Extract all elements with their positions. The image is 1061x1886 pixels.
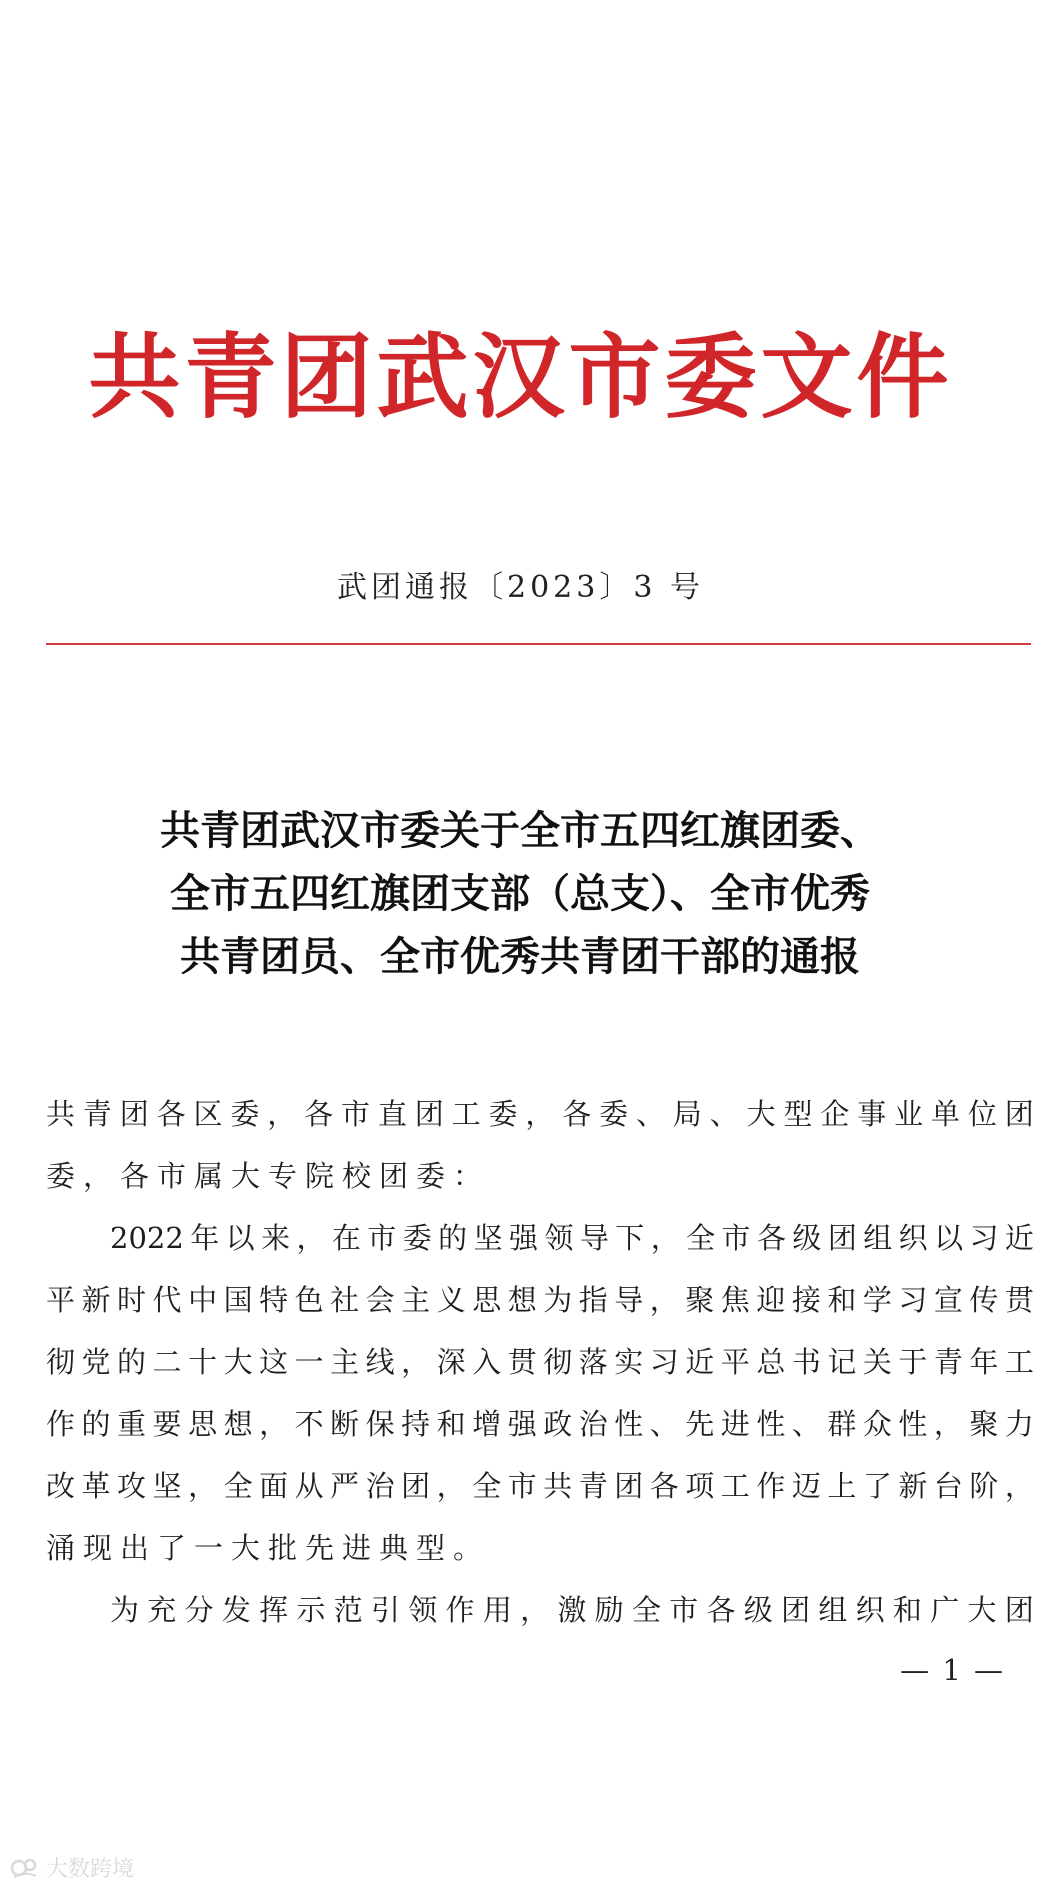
title-line: 共青团员、全市优秀共青团干部的通报 <box>180 934 860 980</box>
watermark-text: 大数跨境 <box>46 1857 135 1882</box>
body-line: 为 充 分 发 挥 示 范 引 领 作 用 ， 激 励 全 市 各 级 团 组 织 和 广 大 团 <box>110 1593 1034 1627</box>
title-line: 全市五四红旗团支部（总支）、全市优秀 <box>170 871 870 917</box>
document-number: 武团通报〔2023〕3 号 <box>337 570 704 605</box>
masthead-title: 共青团武汉市委文件 <box>88 324 953 431</box>
title-line: 共青团武汉市委关于全市五四红旗团委、 <box>160 808 880 854</box>
body-line: 平 新 时 代 中 国 特 色 社 会 主 义 思 想 为 指 导 ， 聚 焦 迎 接 和 学 习 宣 传 贯 <box>46 1283 1034 1317</box>
body-line: 作 的 重 要 思 想 ， 不 断 保 持 和 增 强 政 治 性 、 先 进 性 、 群 众 性 ， 聚 力 <box>46 1407 1034 1441</box>
body-text <box>46 1083 1034 1641</box>
watermark <box>10 1852 134 1883</box>
body-line: 2022 年 以 来 ， 在 市 委 的 坚 强 领 导 下 ， 全 市 各 级 团 组 织 以 习 近 <box>110 1221 1034 1255</box>
body-line: 改 革 攻 坚 ， 全 面 从 严 治 团 ， 全 市 共 青 团 各 项 工 作 迈 上 了 新 台 阶 ， <box>46 1469 1034 1503</box>
notice-title <box>40 800 1000 989</box>
body-line: 彻 党 的 二 十 大 这 一 主 线 ， 深 入 贯 彻 落 实 习 近 平 总 书 记 关 于 青 年 工 <box>46 1345 1034 1379</box>
logo-mark-icon <box>10 1856 40 1880</box>
body-line: 委，各市属大专院校团委： <box>46 1159 491 1193</box>
page-number: — 1 — <box>900 1653 1005 1687</box>
red-divider-line <box>46 643 1031 645</box>
body-line: 共 青 团 各 区 委 ， 各 市 直 团 工 委 ， 各 委 、 局 、 大 型 企 事 业 单 位 团 <box>46 1097 1034 1131</box>
body-line: 涌现出了一大批先进典型。 <box>46 1531 491 1565</box>
